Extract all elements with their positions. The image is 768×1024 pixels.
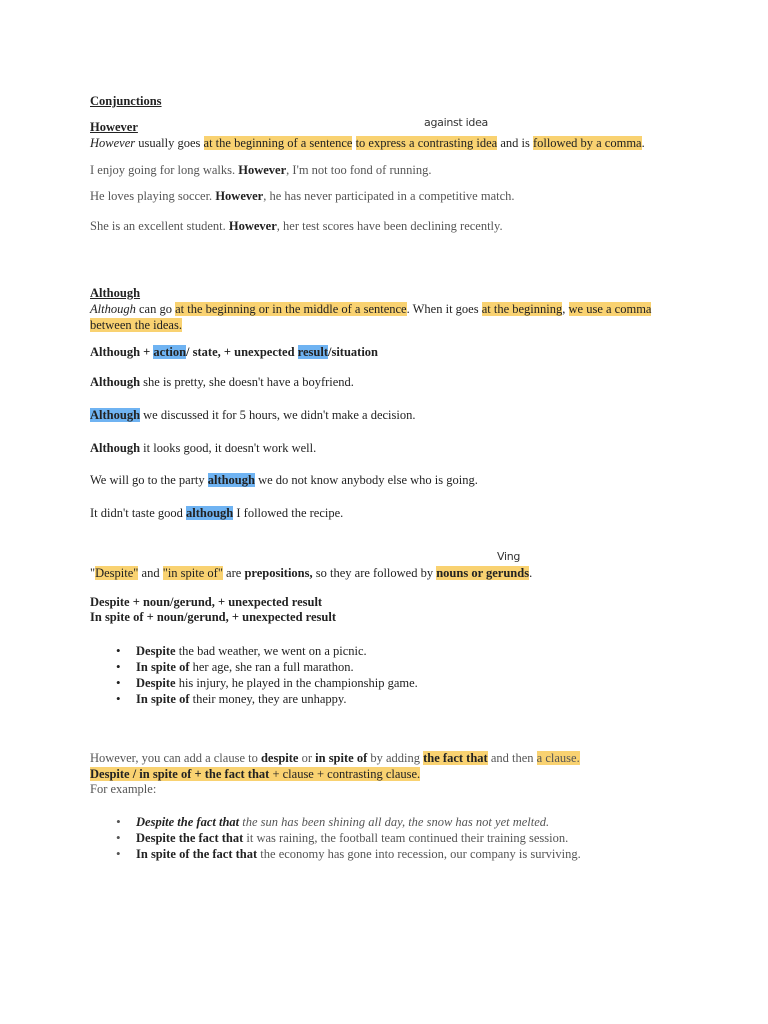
text: / state, + unexpected xyxy=(186,345,298,359)
text: Although + xyxy=(90,345,154,359)
highlight-a-clause: a clause. xyxy=(536,751,580,765)
fact-that-intro xyxy=(90,751,580,766)
text: , I'm not too fond of running. xyxy=(286,163,432,177)
list-item xyxy=(90,691,418,707)
text: " xyxy=(90,566,96,580)
keyword: Although xyxy=(90,375,141,389)
text: and is xyxy=(497,136,533,150)
text: + clause + contrasting clause. xyxy=(269,767,421,781)
list-item xyxy=(90,659,418,675)
keyword-highlighted: although xyxy=(207,473,255,487)
text: we do not know anybody else who is going. xyxy=(254,473,478,487)
text: , he has never participated in a competitive match. xyxy=(263,189,515,203)
keyword: in spite of xyxy=(315,751,368,765)
highlight-nouns-or-gerunds: nouns or gerunds xyxy=(436,566,530,580)
text: she is pretty, she doesn't have a boyfriend. xyxy=(140,375,354,389)
in-spite-of-rule: In spite of + noun/gerund, + unexpected result xyxy=(90,610,336,624)
highlight-use-comma: we use a comma xyxy=(568,302,652,316)
although-example xyxy=(90,408,416,423)
text: . xyxy=(641,136,645,150)
although-rule xyxy=(90,345,378,360)
although-example xyxy=(90,506,343,521)
text: it looks good, it doesn't work well. xyxy=(140,441,317,455)
keyword-prepositions: prepositions, xyxy=(244,566,313,580)
list-item xyxy=(90,814,581,830)
handwritten-note-against-idea: against idea xyxy=(424,116,488,129)
list-item xyxy=(90,830,581,846)
highlight-beginning-of-sentence: at the beginning of a sentence xyxy=(203,136,353,150)
although-intro xyxy=(90,302,651,317)
highlight-in-spite-of: "in spite of" xyxy=(162,566,223,580)
highlight-between-ideas: between the ideas. xyxy=(90,318,182,332)
text: we discussed it for 5 hours, we didn't make a decision. xyxy=(140,408,416,422)
text: I followed the recipe. xyxy=(233,506,344,520)
text: We will go to the party xyxy=(90,473,208,487)
keyword: In spite of xyxy=(136,660,190,674)
keyword: In spite of the fact that xyxy=(136,847,258,861)
text: I enjoy going for long walks. xyxy=(90,163,239,177)
text: their money, they are unhappy. xyxy=(189,692,347,706)
text: , her test scores have been declining recently. xyxy=(276,219,503,233)
keyword: Despite the fact that xyxy=(136,815,240,829)
keyword: Despite xyxy=(136,644,176,658)
highlight-contrasting-idea: to express a contrasting idea xyxy=(355,136,498,150)
however-example xyxy=(90,189,515,204)
despite-intro xyxy=(90,566,532,581)
text: , xyxy=(562,302,569,316)
keyword: despite xyxy=(260,751,299,765)
text: her age, she ran a full marathon. xyxy=(189,660,354,674)
although-heading: Although xyxy=(90,286,141,300)
text: are xyxy=(222,566,245,580)
text: However, you can add a clause to xyxy=(90,751,261,765)
highlight-at-the-beginning: at the beginning xyxy=(481,302,563,316)
although-example xyxy=(90,375,354,390)
text: can go xyxy=(135,302,176,316)
keyword: Although xyxy=(90,441,141,455)
text: by adding xyxy=(367,751,424,765)
however-intro-word: However xyxy=(90,136,136,150)
text: and then xyxy=(487,751,537,765)
fact-that-example-list xyxy=(90,814,581,862)
highlight-despite: Despite" xyxy=(95,566,139,580)
text: . xyxy=(529,566,533,580)
however-heading: However xyxy=(90,120,138,134)
text: and xyxy=(138,566,163,580)
fact-that-rule xyxy=(90,767,420,782)
highlight-action: action xyxy=(153,345,187,359)
despite-rule: Despite + noun/gerund, + unexpected result xyxy=(90,595,323,609)
however-example xyxy=(90,163,431,178)
text: usually goes xyxy=(135,136,204,150)
for-example-label: For example: xyxy=(90,782,157,796)
text: He loves playing soccer. xyxy=(90,189,216,203)
although-intro-word: Although xyxy=(90,302,136,316)
keyword: However xyxy=(238,163,287,177)
page-title: Conjunctions xyxy=(90,94,162,108)
text: It didn't taste good xyxy=(90,506,186,520)
however-example xyxy=(90,219,503,234)
text: She is an excellent student. xyxy=(90,219,229,233)
handwritten-note-ving: Ving xyxy=(497,550,521,563)
text: it was raining, the football team continued their training session. xyxy=(243,831,569,845)
text: his injury, he played in the championship game. xyxy=(175,676,418,690)
although-example xyxy=(90,473,478,488)
highlight-beginning-or-middle: at the beginning or in the middle of a sentence xyxy=(175,302,407,316)
keyword-highlighted: Although xyxy=(90,408,141,422)
text: so they are followed by xyxy=(312,566,437,580)
keyword: Despite xyxy=(136,676,176,690)
text: /situation xyxy=(328,345,379,359)
text: the sun has been shining all day, the snow has not yet melted. xyxy=(239,815,550,829)
keyword: However xyxy=(215,189,264,203)
list-item xyxy=(90,846,581,862)
list-item xyxy=(90,675,418,691)
text: or xyxy=(298,751,316,765)
text: . When it goes xyxy=(406,302,482,316)
although-example xyxy=(90,441,316,456)
highlight-the-fact-that: the fact that xyxy=(423,751,488,765)
keyword: Despite / in spite of + the fact that xyxy=(90,767,270,781)
however-intro xyxy=(90,136,645,151)
text: the economy has gone into recession, our company is surviving. xyxy=(257,847,581,861)
although-intro-line2 xyxy=(90,318,182,333)
keyword: Despite the fact that xyxy=(136,831,244,845)
text: the bad weather, we went on a picnic. xyxy=(175,644,367,658)
highlight-result: result xyxy=(297,345,328,359)
despite-example-list xyxy=(90,643,418,707)
keyword: However xyxy=(228,219,277,233)
list-item xyxy=(90,643,418,659)
highlight-followed-by-comma: followed by a comma xyxy=(532,136,642,150)
keyword: In spite of xyxy=(136,692,190,706)
keyword-highlighted: although xyxy=(186,506,234,520)
